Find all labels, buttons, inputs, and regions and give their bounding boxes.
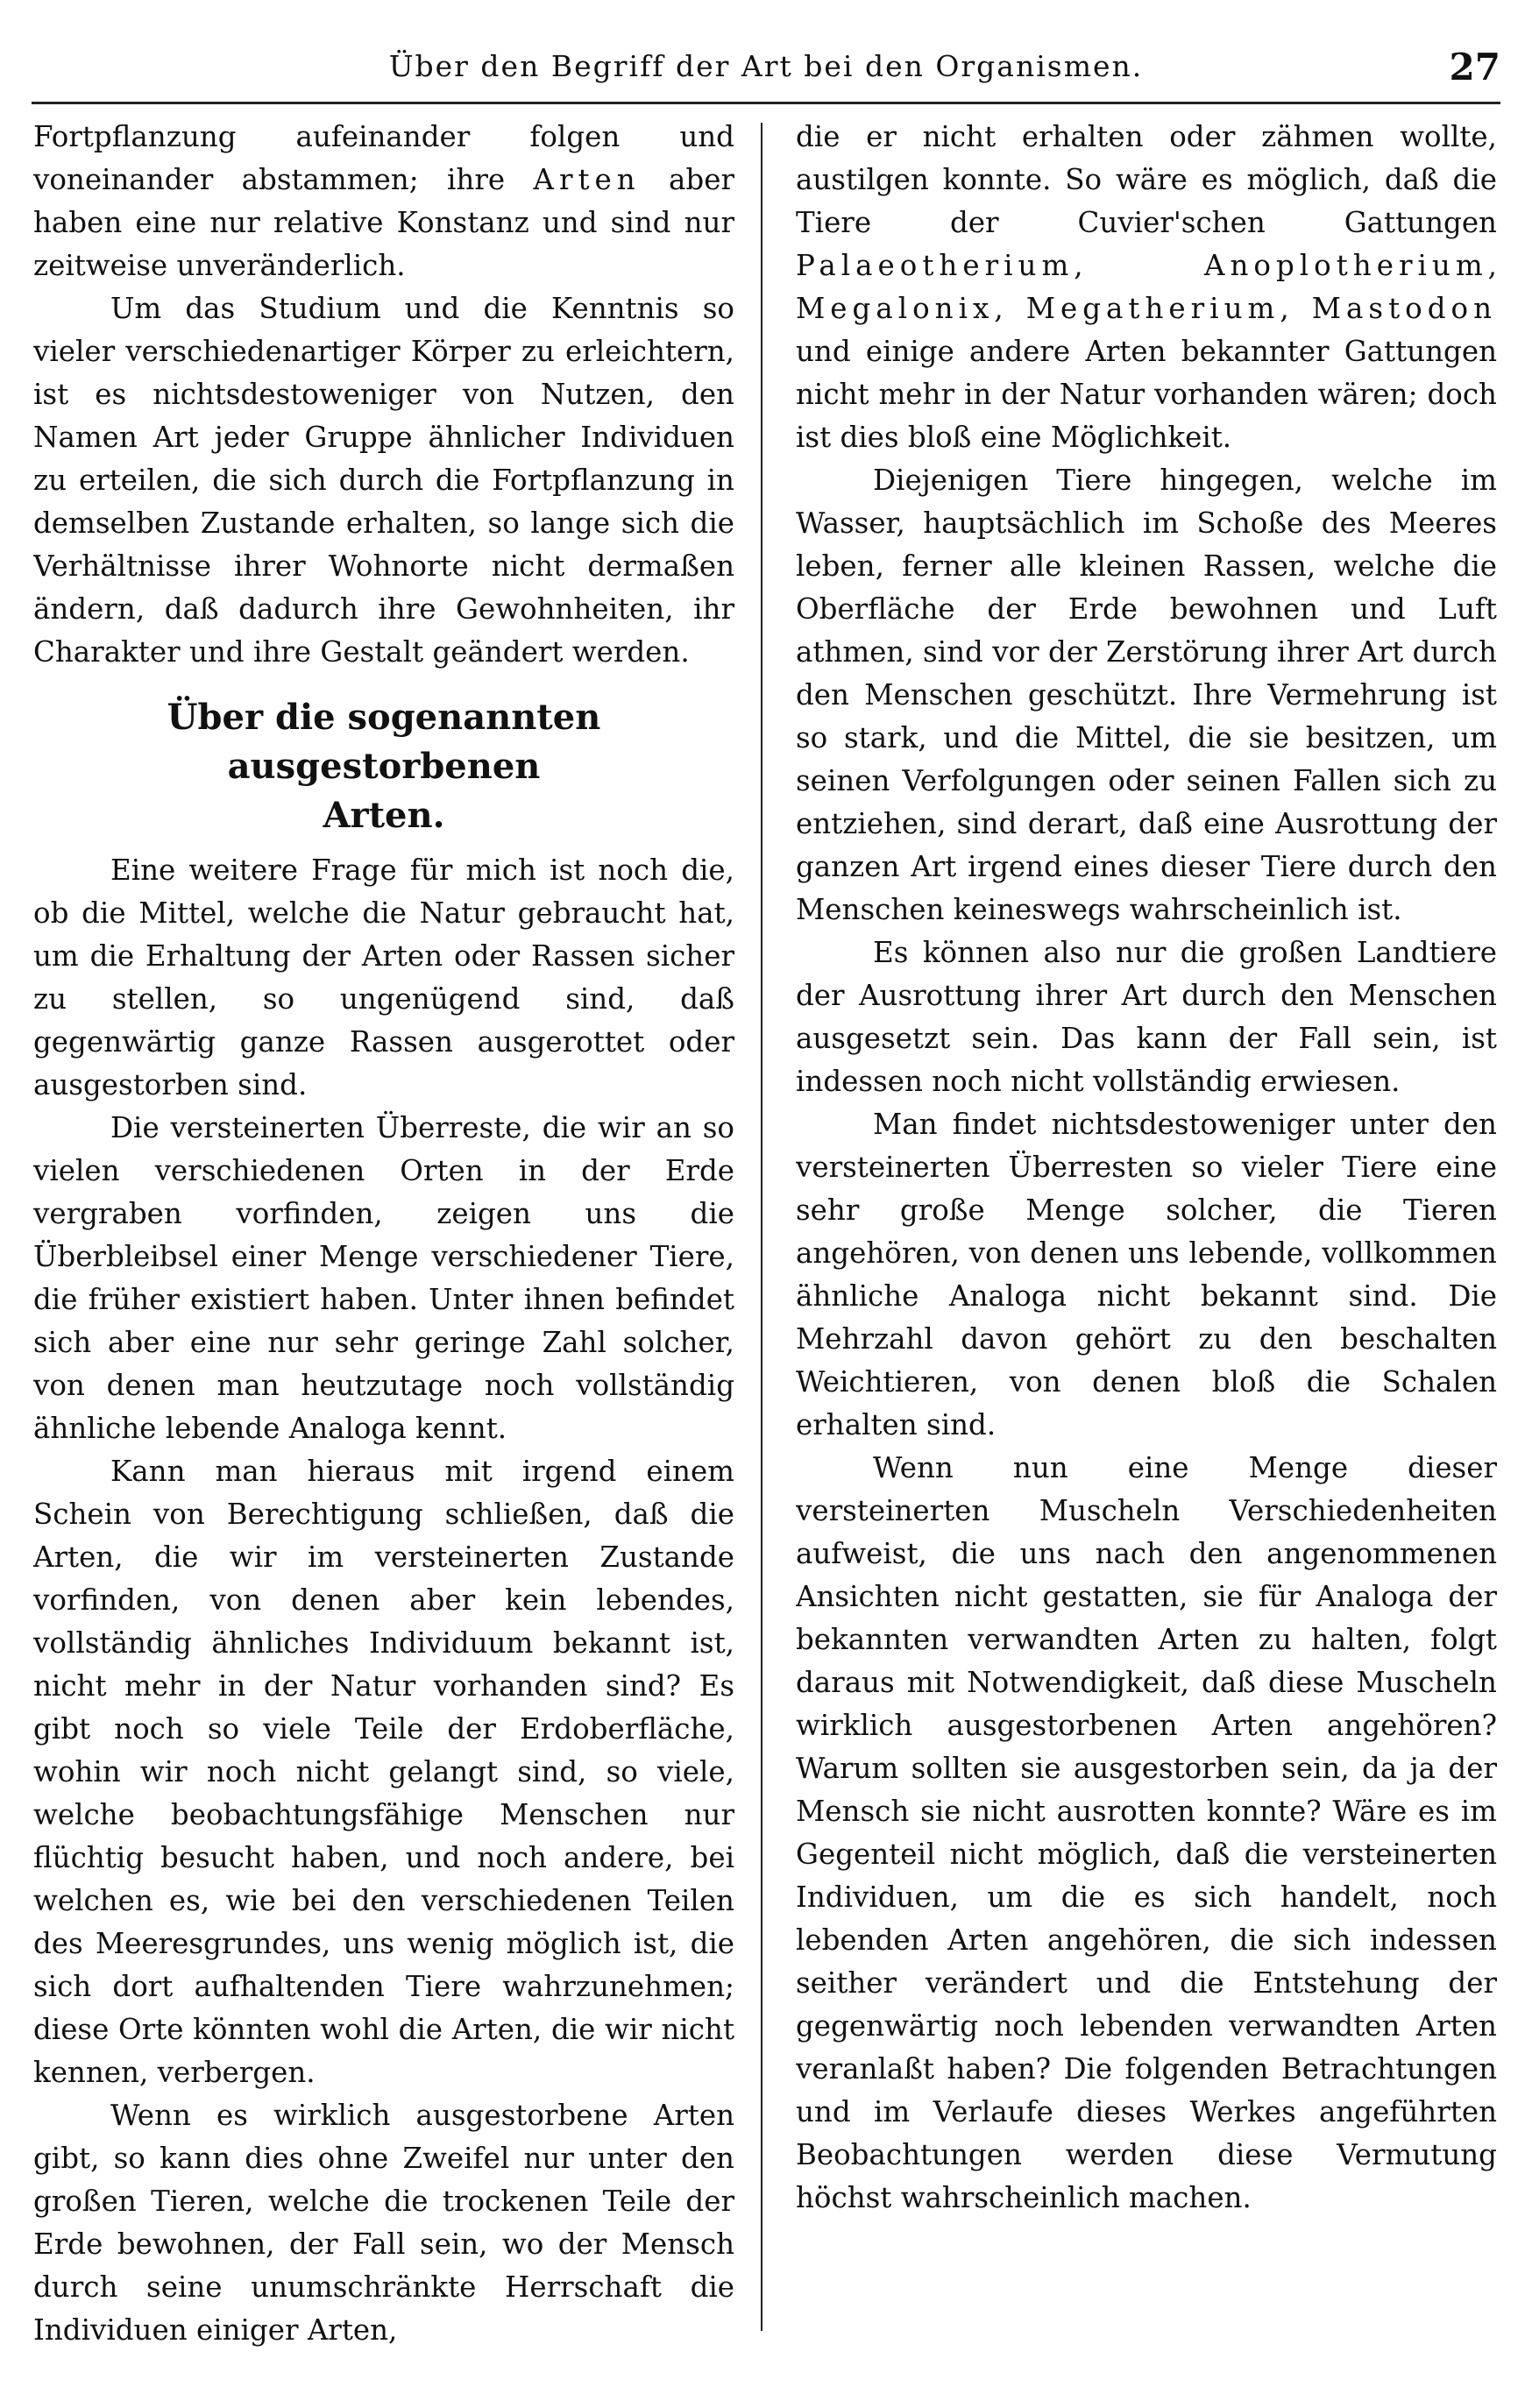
heading-line: Arten. <box>323 795 445 836</box>
text-run: Fortpflanzung aufeinander folgen und voneinander abstammen; ihre <box>33 120 734 196</box>
text-run: und einige andere Arten bekannter Gattungen nicht mehr in der Natur vorhanden wären; doch ist dies bloß eine Möglichkeit. <box>796 335 1497 454</box>
paragraph: Eine weitere Frage für mich ist noch die, ob die Mittel, welche die Natur gebraucht hat, um die Erhaltung der Arten oder Rassen sicher zu stellen, so ungenügend sind, daß gegenwärtig ganze Rassen ausgerottet oder ausgestorben sind. <box>33 853 734 1101</box>
paragraph: Es können also nur die großen Landtiere der Ausrottung ihrer Art durch den Menschen ausgesetzt sein. Das kann der Fall sein, ist indessen noch nicht vollständig erwiesen. <box>796 936 1497 1098</box>
genus-name: Mastodon <box>1311 292 1497 325</box>
paragraph: Man findet nichtsdestoweniger unter den versteinerten Überresten so vieler Tiere eine sehr große Menge solcher, die Tieren angehören, von denen uns lebende, vollkommen ähnliche Analoga nicht bekannt sind. Die Mehrzahl davon gehört zu den beschalten Weichtieren, von denen bloß die Schalen erhalten sind. <box>796 1108 1497 1441</box>
right-column <box>796 116 1497 2385</box>
running-title: Über den Begriff der Art bei den Organismen. <box>388 49 1144 83</box>
paragraph: Kann man hieraus mit irgend einem Schein von Berechtigung schließen, daß die Arten, die wir im versteinerten Zustande vorfinden, von denen aber kein lebendes, vollständig ähnliches Individuum bekannt ist, nicht mehr in der Natur vorhanden sind? Es gibt noch so viele Teile der Erdoberfläche, wohin wir noch nicht gelangt sind, so viele, welche beobachtungsfähige Menschen nur flüchtig besucht haben, und noch andere, bei welchen es, wie bei den verschiedenen Teilen des Meeresgrundes, uns wenig möglich ist, die sich dort aufhaltenden Tiere wahrzunehmen; diese Orte könnten wohl die Arten, die wir nicht kennen, verbergen. <box>33 1455 734 2089</box>
genus-name: Megatherium <box>1025 292 1280 325</box>
text-run: aber haben eine nur relative Konstanz und sind nur zeitweise unveränderlich. <box>33 163 734 282</box>
separator: , <box>1074 249 1205 282</box>
paragraph: Wenn es wirklich ausgestorbene Arten gibt, so kann dies ohne Zweifel nur unter den großen Tieren, welche die trockenen Teile der Erde bewohnen, der Fall sein, wo der Mensch durch seine unumschränkte Herrschaft die Individuen einiger Arten, <box>33 2099 734 2347</box>
page-number: 27 <box>1449 46 1500 89</box>
column-rule <box>761 123 762 2331</box>
spaced-word: Arten <box>533 163 641 196</box>
text-run: die er nicht erhalten oder zähmen wollte, austilgen konnte. So wäre es möglich, daß die Tiere der Cuvier'schen Gattungen <box>796 120 1497 239</box>
header-rule <box>32 102 1500 104</box>
left-column <box>33 116 734 2385</box>
paragraph: Diejenigen Tiere hingegen, welche im Wasser, hauptsächlich im Schoße des Meeres leben, ferner alle kleinen Rassen, welche die Oberfläche der Erde bewohnen und Luft athmen, sind vor der Zerstörung ihrer Art durch den Menschen geschützt. Ihre Vermehrung ist so stark, und die Mittel, die sie besitzen, um seinen Verfolgungen oder seinen Fallen sich zu entziehen, sind derart, daß eine Ausrottung der ganzen Art irgend eines dieser Tiere durch den Menschen keineswegs wahrscheinlich ist. <box>796 464 1497 926</box>
separator: , <box>1280 292 1312 325</box>
paragraph <box>796 116 1497 459</box>
heading-line: Über die sogenannten ausgestorbenen <box>167 697 601 787</box>
genus-name: Megalonix <box>796 292 995 325</box>
separator: , <box>994 292 1026 325</box>
paragraph <box>33 116 734 287</box>
paragraph: Die versteinerten Überreste, die wir an so vielen verschiedenen Orten in der Erde vergraben vorfinden, zeigen uns die Überbleibsel einer Menge verschiedener Tiere, die früher existiert haben. Unter ihnen befindet sich aber eine nur sehr geringe Zahl solcher, von denen man heutzutage noch vollständig ähnliche lebende Analoga kennt. <box>33 1111 734 1445</box>
paragraph: Um das Studium und die Kenntnis so vieler verschiedenartiger Körper zu erleichtern, ist es nichtsdestoweniger von Nutzen, den Namen Art jeder Gruppe ähnlicher Individuen zu erteilen, die sich durch die Fortpflanzung in demselben Zustande erhalten, so lange sich die Verhältnisse ihrer Wohnorte nicht dermaßen ändern, daß dadurch ihre Gewohnheiten, ihr Charakter und ihre Gestalt geändert werden. <box>33 292 734 669</box>
section-heading <box>33 693 734 840</box>
genus-name: Palaeotherium <box>796 249 1075 282</box>
separator: , <box>1487 249 1497 282</box>
genus-name: Anoplotherium <box>1204 249 1488 282</box>
running-head <box>32 42 1500 95</box>
paragraph: Wenn nun eine Menge dieser versteinerten Muscheln Verschiedenheiten aufweist, die uns nach den angenommenen Ansichten nicht gestatten, sie für Analoga der bekannten verwandten Arten zu halten, folgt daraus mit Notwendigkeit, daß diese Muscheln wirklich ausgestorbenen Arten angehören? Warum sollten sie ausgestorben sein, da ja der Mensch sie nicht ausrotten konnte? Wäre es im Gegenteil nicht möglich, daß die versteinerten Individuen, um die es sich handelt, noch lebenden Arten angehören, die sich indessen seither verändert und die Entstehung der gegenwärtig noch lebenden verwandten Arten veranlaßt haben? Die folgenden Betrachtungen und im Verlaufe dieses Werkes angeführten Beobachtungen werden diese Vermutung höchst wahrscheinlich machen. <box>796 1451 1497 2214</box>
